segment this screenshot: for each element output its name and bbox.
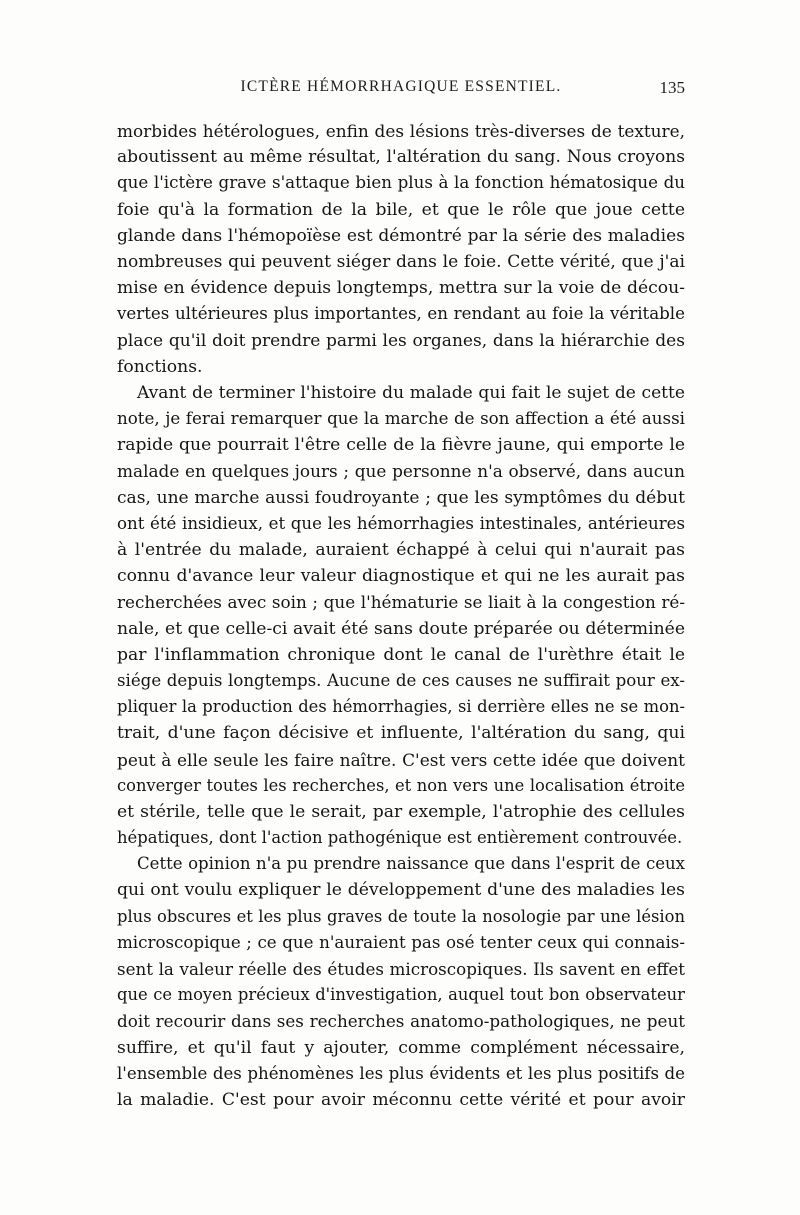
text-line: place qu'il doit prendre parmi les organes, dans la hiérarchie des xyxy=(117,330,685,351)
text-line: plus obscures et les plus graves de toute la nosologie par une lésion xyxy=(117,906,685,926)
text-line: à l'entrée du malade, auraient échappé à celui qui n'aurait pas xyxy=(117,540,685,560)
text-line: sent la valeur réelle des études microscopiques. Ils savent en effet xyxy=(117,959,685,979)
text-line: note, je ferai remarquer que la marche de son affection a été aussi xyxy=(117,409,685,429)
paragraph xyxy=(117,851,685,1113)
text-line: que l'ictère grave s'attaque bien plus à la fonction hématosique du xyxy=(117,173,685,193)
text-line: la maladie. C'est pour avoir méconnu cette vérité et pour avoir xyxy=(117,1089,685,1110)
text-line: microscopique ; ce que n'auraient pas osé tenter ceux qui connais- xyxy=(117,932,685,952)
text-line: l'ensemble des phénomènes les plus évidents et les plus positifs de xyxy=(117,1063,685,1083)
text-line: aboutissent au même résultat, l'altération du sang. Nous croyons xyxy=(117,147,685,168)
text-line: pliquer la production des hémorrhagies, si derrière elles ne se mon- xyxy=(117,697,685,717)
text-line: que ce moyen précieux d'investigation, auquel tout bon observateur xyxy=(117,985,685,1005)
text-line: connu d'avance leur valeur diagnostique et qui ne les aurait pas xyxy=(117,566,685,587)
page-number: 135 xyxy=(659,78,685,97)
text-line: Cette opinion n'a pu prendre naissance que dans l'esprit de ceux xyxy=(137,854,685,874)
running-title: ICTÈRE HÉMORRHAGIQUE ESSENTIEL. xyxy=(240,78,562,95)
text-line: et stérile, telle que le serait, par exemple, l'atrophie des cellules xyxy=(117,801,685,822)
text-line: nale, et que celle-ci avait été sans doute préparée ou déterminée xyxy=(117,618,685,639)
paragraph xyxy=(117,118,685,380)
paragraph xyxy=(117,380,685,851)
text-line: mise en évidence depuis longtemps, mettra sur la voie de décou- xyxy=(117,278,685,299)
text-line: malade en quelques jours ; que personne n'a observé, dans aucun xyxy=(117,461,685,482)
text-line: ont été insidieux, et que les hémorrhagies intestinales, antérieures xyxy=(117,513,685,533)
text-line: vertes ultérieures plus importantes, en rendant au foie la véritable xyxy=(117,304,685,324)
text-line: suffire, et qu'il faut y ajouter, comme complément nécessaire, xyxy=(117,1037,685,1058)
text-line: nombreuses qui peuvent siéger dans le foie. Cette vérité, que j'ai xyxy=(117,251,685,272)
text-line: morbides hétérologues, enfin des lésions très-diverses de texture, xyxy=(117,121,685,141)
running-head xyxy=(117,78,685,108)
text-line: doit recourir dans ses recherches anatomo-pathologiques, ne peut xyxy=(117,1011,685,1032)
text-line: rapide que pourrait l'être celle de la fièvre jaune, qui emporte le xyxy=(117,435,685,456)
text-line: hépatiques, dont l'action pathogénique est entièrement controuvée. xyxy=(117,828,683,848)
text-line: glande dans l'hémopoïèse est démontré par la série des maladies xyxy=(117,225,685,246)
text-line: Avant de terminer l'histoire du malade qui fait le sujet de cette xyxy=(137,382,685,403)
text-line: par l'inflammation chronique dont le canal de l'urèthre était le xyxy=(117,644,685,665)
text-line: trait, d'une façon décisive et influente, l'altération du sang, qui xyxy=(117,723,685,744)
text-line: qui ont voulu expliquer le développement d'une des maladies les xyxy=(117,880,685,901)
text-line: cas, une marche aussi foudroyante ; que les symptômes du début xyxy=(117,487,685,508)
body-text xyxy=(117,118,685,1113)
text-line: recherchées avec soin ; que l'hématurie se liait à la congestion ré- xyxy=(117,592,685,613)
text-line: foie qu'à la formation de la bile, et que le rôle que joue cette xyxy=(117,199,685,220)
text-line: peut à elle seule les faire naître. C'est vers cette idée que doivent xyxy=(117,749,685,770)
text-line: converger toutes les recherches, et non vers une localisation étroite xyxy=(117,775,685,795)
text-line: fonctions. xyxy=(117,356,203,377)
text-line: siége depuis longtemps. Aucune de ces causes ne suffirait pour ex- xyxy=(117,670,685,690)
